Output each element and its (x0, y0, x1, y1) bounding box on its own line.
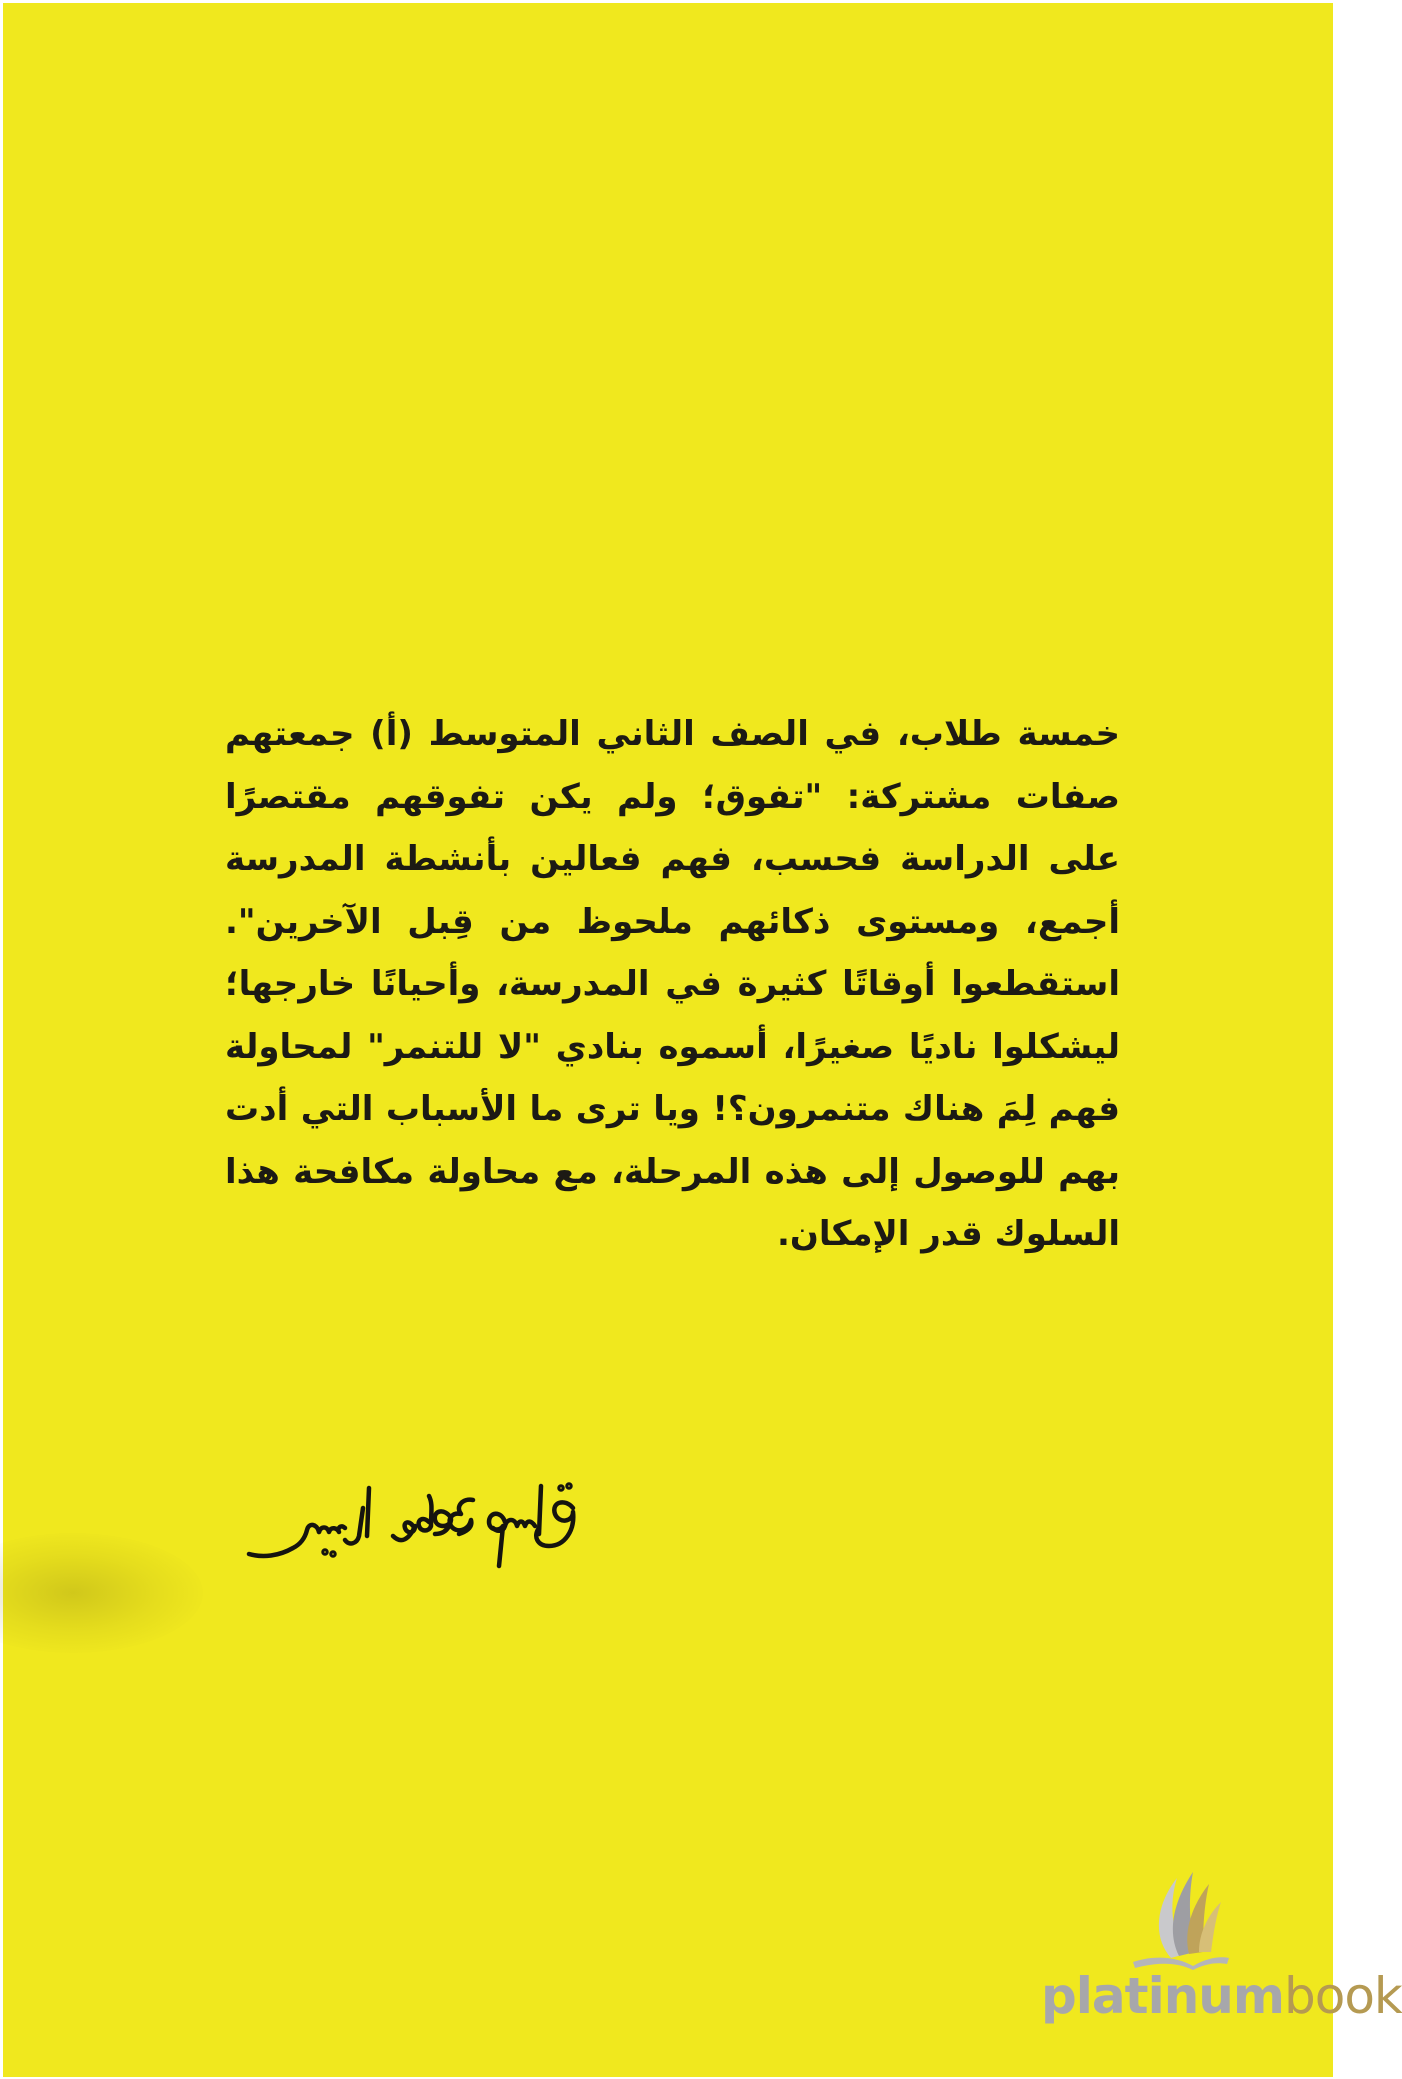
publisher-name (1041, 1966, 1402, 2026)
blurb-text: خمسة طلاب، في الصف الثاني المتوسط (أ) جمعتهم صفات مشتركة: "تفوق؛ ولم يكن تفوقهم مقتصرًا على الدراسة فحسب، فهم فعالين بأنشطة المدرسة أجمع، ومستوى ذكائهم ملحوظ من قِبل الآخرين". استقطعوا أوقاتًا كثيرة في المدرسة، وأحيانًا خارجها؛ ليشكلوا ناديًا صغيرًا، أسموه بنادي "لا للتنمر" لمحاولة فهم لِمَ هناك متنمرون؟! ويا ترى ما الأسباب التي أدت بهم للوصول إلى هذه المرحلة، مع محاولة مكافحة هذا السلوك قدر الإمكان. (225, 714, 1120, 1254)
back-cover (3, 3, 1402, 2077)
author-signature (243, 1478, 603, 1588)
open-book-logo-icon (1123, 1858, 1233, 1970)
publisher-name-part1: platinum (1041, 1967, 1285, 2025)
shadow-blob (0, 1533, 203, 1653)
publisher-name-part2: book (1284, 1967, 1402, 2025)
publisher-logo (1033, 1858, 1402, 2038)
signature-drawing (243, 1478, 603, 1588)
